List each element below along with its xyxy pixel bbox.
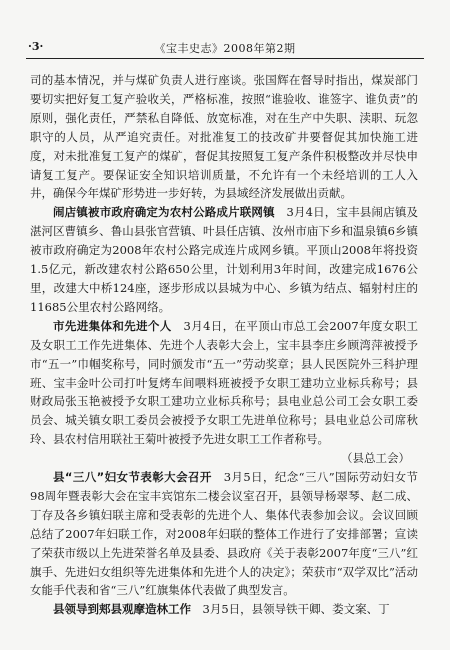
journal-title: 《宝丰史志》2008年第2期 <box>154 42 296 55</box>
news-text: 3月5日，纪念“三八”国际劳动妇女节98周年暨表彰大会在宝丰宾馆东二楼会议室召开，县领导杨翠琴、赵二成、丁存及各乡镇妇联主席和受表彰的先进个人、集体代表参加会议。会议回顾总结了2007年妇联工作，对2008年妇联的整体工作进行了安排部署；宣读了荣获市级以上先进荣誉名单及县委、县政府《关于表彰2007年度“三八”红旗手、先进妇女组织等先进集体和先进个人的决定》；荣获市“双学双比”活动女能手代表和省“三八”红旗集体代表做了典型发言。 <box>30 470 418 598</box>
news-headline: 市先进集体和先进个人 <box>53 318 172 333</box>
paragraph-coal-inspection: 司的基本情况，并与煤矿负责人进行座谈。张国辉在督导时指出，煤炭部门要切实把好复工复产验收关，严格标准，按照“谁验收、谁签字、谁负责”的原则，强化责任，严禁私自降低、放宽标准，对在生产中失职、渎职、玩忽职守的人员，从严追究责任。对批准复工的技改矿井要督促其加快施工进度，对未批准复工复产的煤矿，督促其按照复工复产条件积极整改并尽快申请复工复产。要保证安全知识培训质量，不允许有一个未经培训的工人入井，确保今年煤矿形势进一步好转，为县域经济发展做出贡献。 <box>30 73 418 201</box>
news-text: 3月5日，县领导铁干卿、娄文案、丁 <box>202 602 390 617</box>
news-item-afforestation <box>30 600 418 619</box>
news-headline: 县领导到郏县观摩造林工作 <box>53 602 191 617</box>
news-text: 3月4日，宝丰县闹店镇及湛河区曹镇乡、鲁山县张官营镇、叶县任店镇、汝州市庙下乡和温泉镇6乡镇被市政府确定为2008年农村公路完成连片成网乡镇。平顶山2008年将投资1.5亿元，新改建农村公路650公里，计划利用3年时间，改建完成1676公里，改建大中桥124座，逐步形成以县城为中心、乡镇为结点、辐射村庄的11685公里农村公路网络。 <box>30 205 419 314</box>
article-body <box>30 71 418 619</box>
running-header <box>26 36 424 59</box>
news-headline: 闹店镇被市政府确定为农村公路成片联网镇 <box>53 205 275 220</box>
news-headline: 县“三八”妇女节表彰大会召开 <box>53 470 212 485</box>
news-item-road-network <box>30 203 418 316</box>
news-item-womens-day <box>30 468 418 600</box>
news-source: （县总工会） <box>341 451 410 466</box>
news-item-advanced-collectives <box>30 317 418 468</box>
news-text: 3月4日，在平顶山市总工会2007年度女职工及女职工工作先进集体、先进个人表彰大会上，宝丰县李庄乡顾湾萍被授予市“五一”巾帼奖称号，同时颁发市“五一”劳动奖章；县人民医院外三科护理班、宝丰金叶公司打叶复烤车间喂料班被授予女职工建功立业标兵称号；县财政局张玉艳被授予女职工建功立业标兵称号；县电业总公司工会女职工委员会、城关镇女职工委员会被授予女职工先进单位称号；县电业总公司席秋玲、县农村信用联社王菊叶被授予先进女职工工作者称号。 <box>30 318 419 447</box>
page-number: ·3· <box>28 40 44 53</box>
